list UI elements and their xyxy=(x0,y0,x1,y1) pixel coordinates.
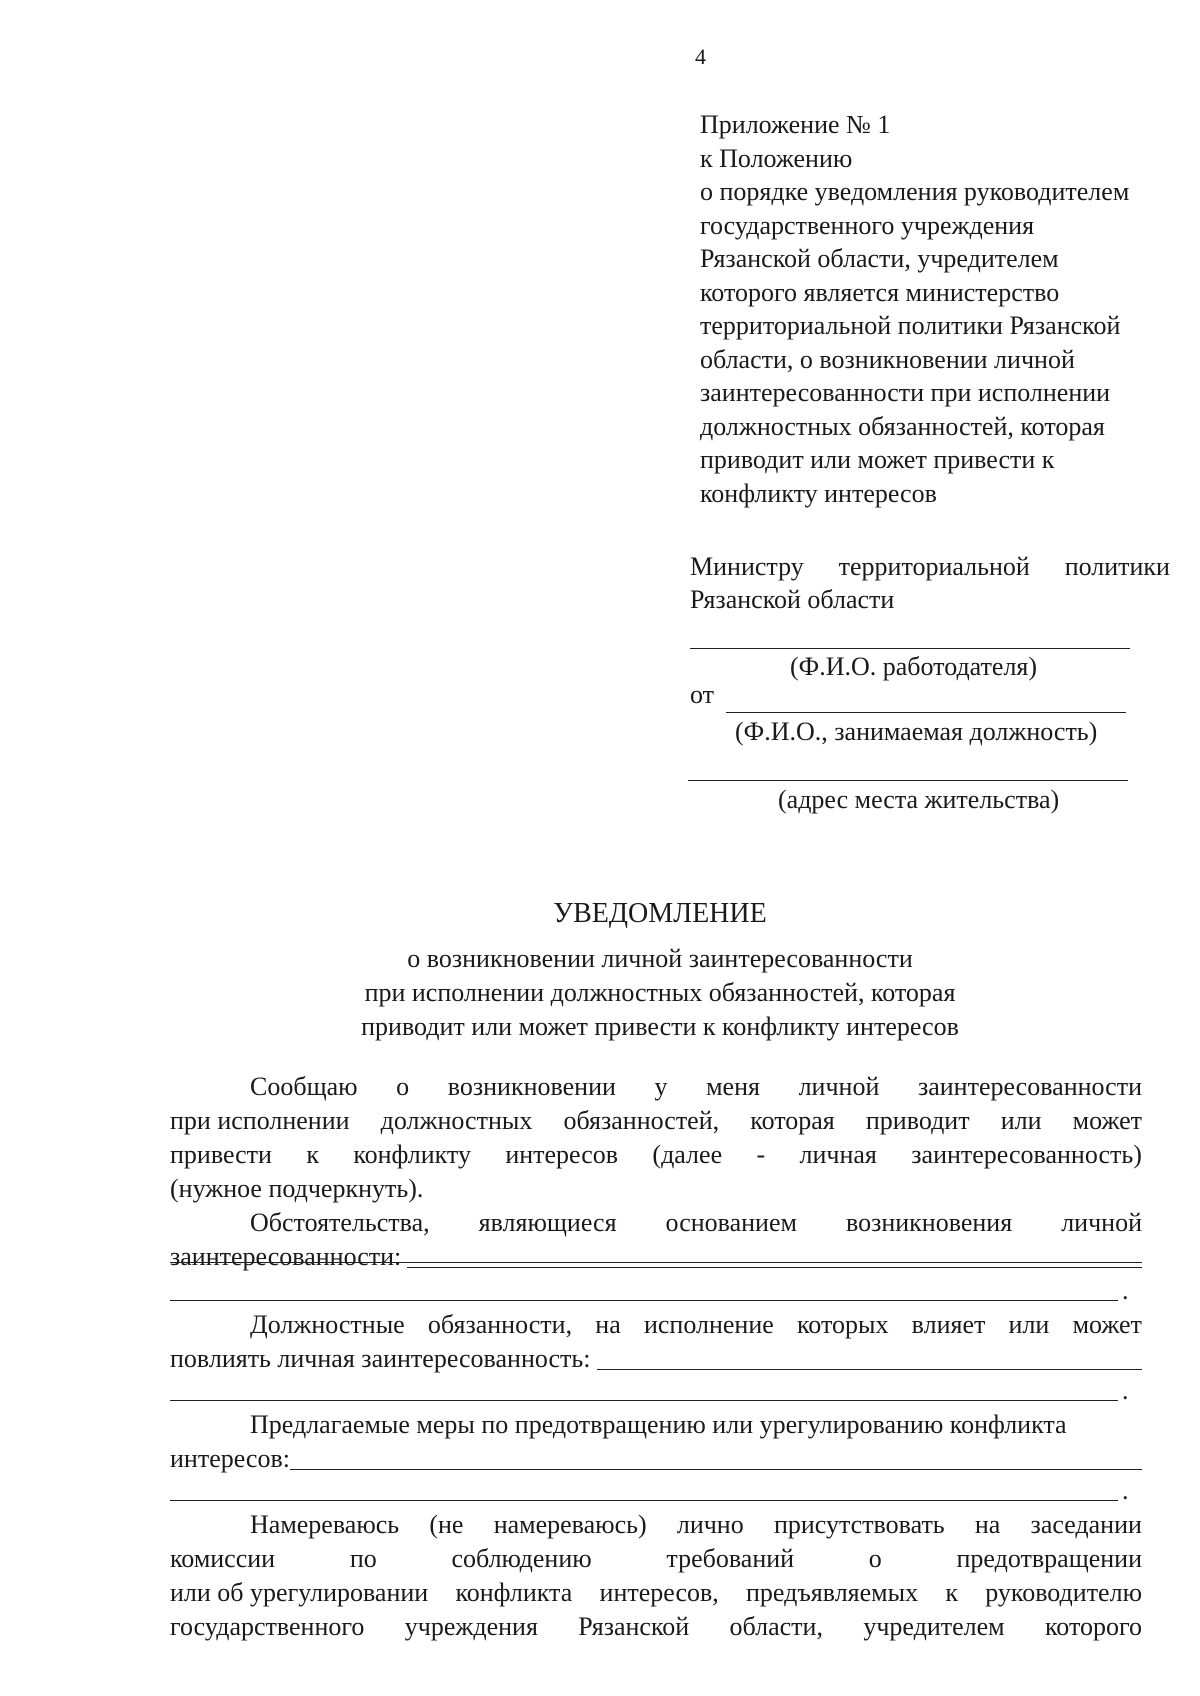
word: привести xyxy=(170,1140,272,1169)
appendix-line: заинтересованности при исполнении xyxy=(700,378,1111,407)
paragraph-measures xyxy=(170,1408,1142,1476)
text-line xyxy=(170,1138,1142,1172)
word: обязанностей, xyxy=(563,1106,720,1135)
appendix-line: Рязанской области, учредителем xyxy=(700,244,1059,273)
word: о xyxy=(868,1544,882,1573)
paragraph-notification xyxy=(170,1070,1142,1274)
subtitle-line: о возникновении личной заинтересованности xyxy=(407,944,913,973)
appendix-line: конфликту интересов xyxy=(700,478,937,508)
appendix-line: которого является министерство xyxy=(700,277,1060,307)
employer-name-field[interactable] xyxy=(690,648,1130,649)
text-line xyxy=(170,1542,1142,1576)
word: или xyxy=(1008,1310,1050,1339)
text-line xyxy=(170,1442,1142,1476)
addressee-word: Министру xyxy=(690,552,804,581)
word: соблюдению xyxy=(451,1544,592,1573)
period: . xyxy=(1122,1376,1129,1405)
text-line xyxy=(170,1508,1142,1542)
word: области, xyxy=(729,1612,823,1641)
word: заинтересованности xyxy=(917,1072,1142,1101)
appendix-line: о порядке уведомления руководителем xyxy=(700,177,1130,206)
word: приводит xyxy=(865,1106,970,1135)
word: личная xyxy=(799,1140,877,1169)
word: личной xyxy=(1061,1208,1142,1237)
word: конфликта xyxy=(455,1578,573,1607)
word: интересов xyxy=(505,1140,619,1169)
employee-name-field[interactable] xyxy=(726,712,1126,713)
measures-field-line[interactable] xyxy=(170,1500,1118,1501)
appendix-line: приводит или может привести к xyxy=(700,445,1055,474)
text-line xyxy=(170,1240,1142,1274)
text-line xyxy=(170,1070,1142,1104)
word: которого xyxy=(1044,1612,1142,1641)
word: основанием xyxy=(665,1208,797,1237)
subtitle-line: при исполнении должностных обязанностей, которая xyxy=(364,978,956,1007)
word: или об урегулировании xyxy=(170,1578,429,1607)
appendix-line: Приложение № 1 xyxy=(700,110,891,139)
addressee-line xyxy=(690,550,1170,583)
paragraph-attendance xyxy=(170,1508,1142,1644)
appendix-header xyxy=(700,108,1180,510)
word: государственного xyxy=(170,1612,365,1641)
duties-field[interactable] xyxy=(597,1369,1143,1370)
text-line xyxy=(170,1104,1142,1138)
text-line: Предлагаемые меры по предотвращению или урегулированию конфликта xyxy=(250,1410,1067,1439)
circumstances-field-line[interactable] xyxy=(170,1300,1118,1301)
word: обязанности, xyxy=(427,1310,573,1339)
word: должностных xyxy=(380,1106,533,1135)
subtitle-line: приводит или может привести к конфликту интересов xyxy=(361,1012,959,1041)
word: или xyxy=(1000,1106,1042,1135)
word: к xyxy=(306,1140,319,1169)
word: (далее xyxy=(652,1140,723,1169)
word: Рязанской xyxy=(578,1612,690,1641)
text-line xyxy=(170,1308,1142,1342)
word: намереваюсь) xyxy=(493,1510,647,1539)
word: интересов, xyxy=(599,1578,719,1607)
word: требований xyxy=(666,1544,795,1573)
text-line: (нужное подчеркнуть). xyxy=(170,1174,424,1203)
appendix-line: должностных обязанностей, которая xyxy=(700,411,1105,441)
word: по xyxy=(349,1544,377,1573)
from-label: от xyxy=(690,680,715,709)
text-line xyxy=(170,1610,1142,1644)
word: Обстоятельства, xyxy=(250,1208,430,1237)
word: меня xyxy=(706,1072,760,1101)
word: заседании xyxy=(1030,1510,1142,1539)
word: Намереваюсь xyxy=(250,1510,400,1539)
word: которых xyxy=(796,1310,889,1339)
word: на xyxy=(974,1510,1001,1539)
word: личной xyxy=(798,1072,880,1101)
word: являющиеся xyxy=(478,1208,617,1237)
word: предъявляемых xyxy=(746,1578,919,1607)
word: руководителю xyxy=(985,1578,1142,1607)
word: о xyxy=(396,1072,410,1101)
word: конфликту xyxy=(353,1140,471,1169)
appendix-line: государственного учреждения xyxy=(700,210,1035,240)
word: может xyxy=(1072,1310,1142,1339)
text-line xyxy=(170,1206,1142,1240)
period: . xyxy=(1122,1276,1129,1305)
word: у xyxy=(654,1072,668,1101)
period: . xyxy=(1122,1476,1129,1505)
word: Должностные xyxy=(250,1310,405,1339)
text-line xyxy=(170,1342,1142,1376)
word: на xyxy=(595,1310,621,1339)
addressee-word: политики xyxy=(1064,552,1170,581)
word: учредителем xyxy=(863,1612,1005,1641)
word: возникновении xyxy=(447,1072,616,1101)
document-title: УВЕДОМЛЕНИЕ xyxy=(553,898,767,929)
field-label: повлиять личная заинтересованность: xyxy=(170,1344,591,1373)
word: лично xyxy=(676,1510,744,1539)
word: учреждения xyxy=(404,1612,538,1641)
addressee-block xyxy=(690,550,1170,616)
page-number: 4 xyxy=(695,44,706,69)
word: исполнение xyxy=(643,1310,774,1339)
word: присутствовать xyxy=(773,1510,945,1539)
address-caption: (адрес места жительства) xyxy=(778,785,1060,814)
circumstances-field[interactable] xyxy=(407,1267,1142,1268)
duties-field-line[interactable] xyxy=(170,1400,1118,1401)
address-field[interactable] xyxy=(688,780,1128,781)
employer-caption: (Ф.И.О. работодателя) xyxy=(790,652,1038,681)
word: заинтересованность) xyxy=(911,1140,1142,1169)
text-line xyxy=(170,1576,1142,1610)
employee-caption: (Ф.И.О., занимаемая должность) xyxy=(735,717,1098,746)
word: которая xyxy=(750,1106,835,1135)
word: комиссии xyxy=(170,1544,276,1573)
addressee-line: Рязанской области xyxy=(690,585,895,614)
word: - xyxy=(756,1140,766,1169)
word: возникновения xyxy=(845,1208,1013,1237)
word: предотвращении xyxy=(956,1544,1142,1573)
measures-field[interactable] xyxy=(290,1469,1142,1470)
field-label: интересов: xyxy=(170,1444,290,1473)
paragraph-duties xyxy=(170,1308,1142,1376)
addressee-word: территориальной xyxy=(838,552,1030,581)
word: к xyxy=(945,1578,958,1607)
circumstances-field-line[interactable] xyxy=(170,1262,1142,1263)
word: может xyxy=(1072,1106,1142,1135)
word: (не xyxy=(429,1510,464,1539)
appendix-line: области, о возникновении личной xyxy=(700,344,1075,374)
word: влияет xyxy=(911,1310,986,1339)
word: Сообщаю xyxy=(250,1072,358,1101)
field-label: заинтересованности: xyxy=(170,1242,402,1271)
appendix-line: к Положению xyxy=(700,143,853,173)
appendix-line: территориальной политики Рязанской xyxy=(700,311,1121,340)
word: при исполнении xyxy=(170,1106,350,1135)
